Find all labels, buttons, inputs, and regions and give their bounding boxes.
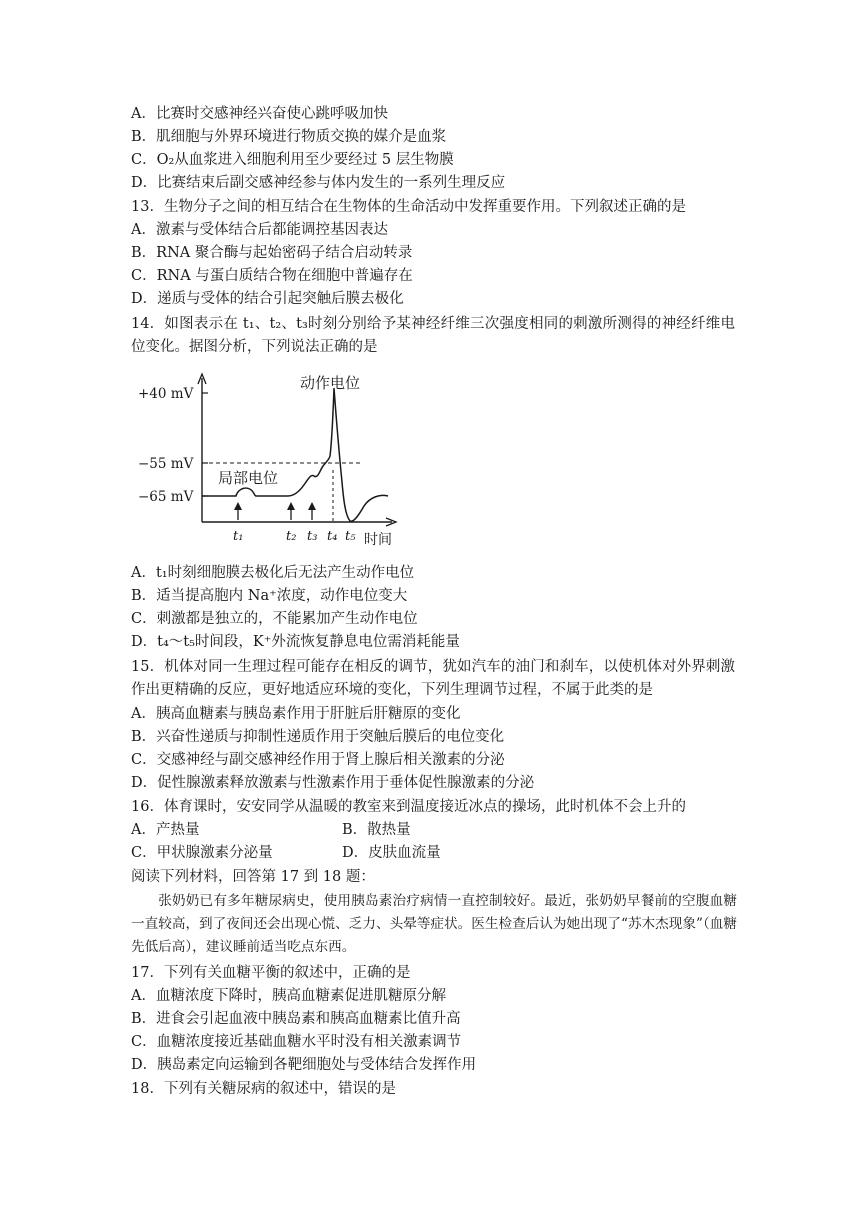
stimulus-arrowhead-t1 <box>234 502 242 510</box>
q16-stem: 16．体育课时，安安同学从温暖的教室来到温度接近冰点的操场，此时机体不会上升的 <box>131 799 686 815</box>
q17-option-c: C．血糖浓度接近基础血糖水平时没有相关激素调节 <box>131 1034 462 1050</box>
q15-option-a: A．胰高血糖素与胰岛素作用于肝脏后肝糖原的变化 <box>131 706 461 722</box>
q13-stem: 13．生物分子之间的相互结合在生物体的生命活动中发挥重要作用。下列叙述正确的是 <box>131 199 686 215</box>
q15-stem: 15．机体对同一生理过程可能存在相反的调节，犹如汽车的油门和刹车，以使机体对外界刺激作出更精确的反应，更好地适应环境的变化，下列生理调节过程，不属于此类的是 <box>131 659 735 698</box>
q17-option-b: B．进食会引起血液中胰岛素和胰高血糖素比值升高 <box>131 1011 461 1027</box>
q18-stem: 18．下列有关糖尿病的叙述中，错误的是 <box>131 1081 396 1097</box>
x-label-t2: t₂ <box>286 529 297 544</box>
q12-option-d: D．比赛结束后副交感神经参与体内发生的一系列生理反应 <box>131 175 506 191</box>
y-label-minus65: −65 mV <box>138 489 194 505</box>
reading-passage: 张奶奶已有多年糖尿病史，使用胰岛素治疗病情一直控制较好。最近，张奶奶早餐前的空腹血糖一直较高，到了夜间还会出现心慌、乏力、头晕等症状。医生检查后认为她出现了“苏木杰现象”（血糖先低后高），建议睡前适当吃点东西。 <box>131 893 737 955</box>
x-axis-label: 时间 <box>364 532 392 548</box>
q12-option-c: C．O₂从血浆进入细胞利用至少要经过 5 层生物膜 <box>131 152 454 168</box>
q13-option-d: D．递质与受体的结合引起突触后膜去极化 <box>131 291 404 307</box>
y-label-plus40: +40 mV <box>138 386 194 402</box>
membrane-potential-figure <box>138 370 400 550</box>
q14-option-c: C．刺激都是独立的，不能累加产生动作电位 <box>131 611 418 627</box>
q16-option-c: C．甲状腺激素分泌量 <box>131 845 273 861</box>
q15-option-c: C．交感神经与副交感神经作用于肾上腺后相关激素的分泌 <box>131 752 505 768</box>
q13-option-b: B．RNA 聚合酶与起始密码子结合启动转录 <box>131 245 413 261</box>
label-local-potential: 局部电位 <box>218 469 279 487</box>
q16-option-a: A．产热量 <box>131 822 200 838</box>
q14-stem: 14．如图表示在 t₁、t₂、t₃时刻分别给予某神经纤维三次强度相同的刺激所测得的神经纤维电位变化。据图分析，下列说法正确的是 <box>131 316 735 355</box>
q15-option-b: B．兴奋性递质与抑制性递质作用于突触后膜后的电位变化 <box>131 729 505 745</box>
q16-option-b: B．散热量 <box>342 822 411 838</box>
q17-option-a: A．血糖浓度下降时，胰高血糖素促进肌糖原分解 <box>131 988 446 1004</box>
x-label-t1: t₁ <box>233 529 244 544</box>
q13-option-a: A．激素与受体结合后都能调控基因表达 <box>131 222 388 238</box>
reading-intro: 阅读下列材料，回答第 17 到 18 题： <box>131 869 375 885</box>
x-label-t3: t₃ <box>307 529 318 544</box>
q16-option-d: D．皮肤血流量 <box>342 845 441 861</box>
q14-option-b: B．适当提高胞内 Na⁺浓度，动作电位变大 <box>131 588 408 604</box>
stimulus-arrowhead-t2 <box>287 502 295 510</box>
stimulus-arrows <box>234 502 316 520</box>
stimulus-arrowhead-t3 <box>308 502 316 510</box>
q14-option-a: A．t₁时刻细胞膜去极化后无法产生动作电位 <box>131 565 415 581</box>
y-label-minus55: −55 mV <box>138 456 194 472</box>
q17-option-d: D．胰岛素定向运输到各靶细胞处与受体结合发挥作用 <box>131 1057 477 1073</box>
q13-option-c: C．RNA 与蛋白质结合物在细胞中普遍存在 <box>131 268 413 284</box>
q12-option-b: B．肌细胞与外界环境进行物质交换的媒介是血浆 <box>131 129 447 145</box>
q15-option-d: D．促性腺激素释放激素与性激素作用于垂体促性腺激素的分泌 <box>131 775 535 791</box>
x-label-t5: t₅ <box>345 529 356 544</box>
q17-stem: 17．下列有关血糖平衡的叙述中，正确的是 <box>131 965 411 981</box>
q12-option-a: A．比赛时交感神经兴奋使心跳呼吸加快 <box>131 106 388 122</box>
x-label-t4: t₄ <box>327 529 338 544</box>
potential-trace <box>202 388 388 521</box>
label-action-potential: 动作电位 <box>300 374 361 392</box>
q14-option-d: D．t₄～t₅时间段，K⁺外流恢复静息电位需消耗能量 <box>131 634 460 650</box>
